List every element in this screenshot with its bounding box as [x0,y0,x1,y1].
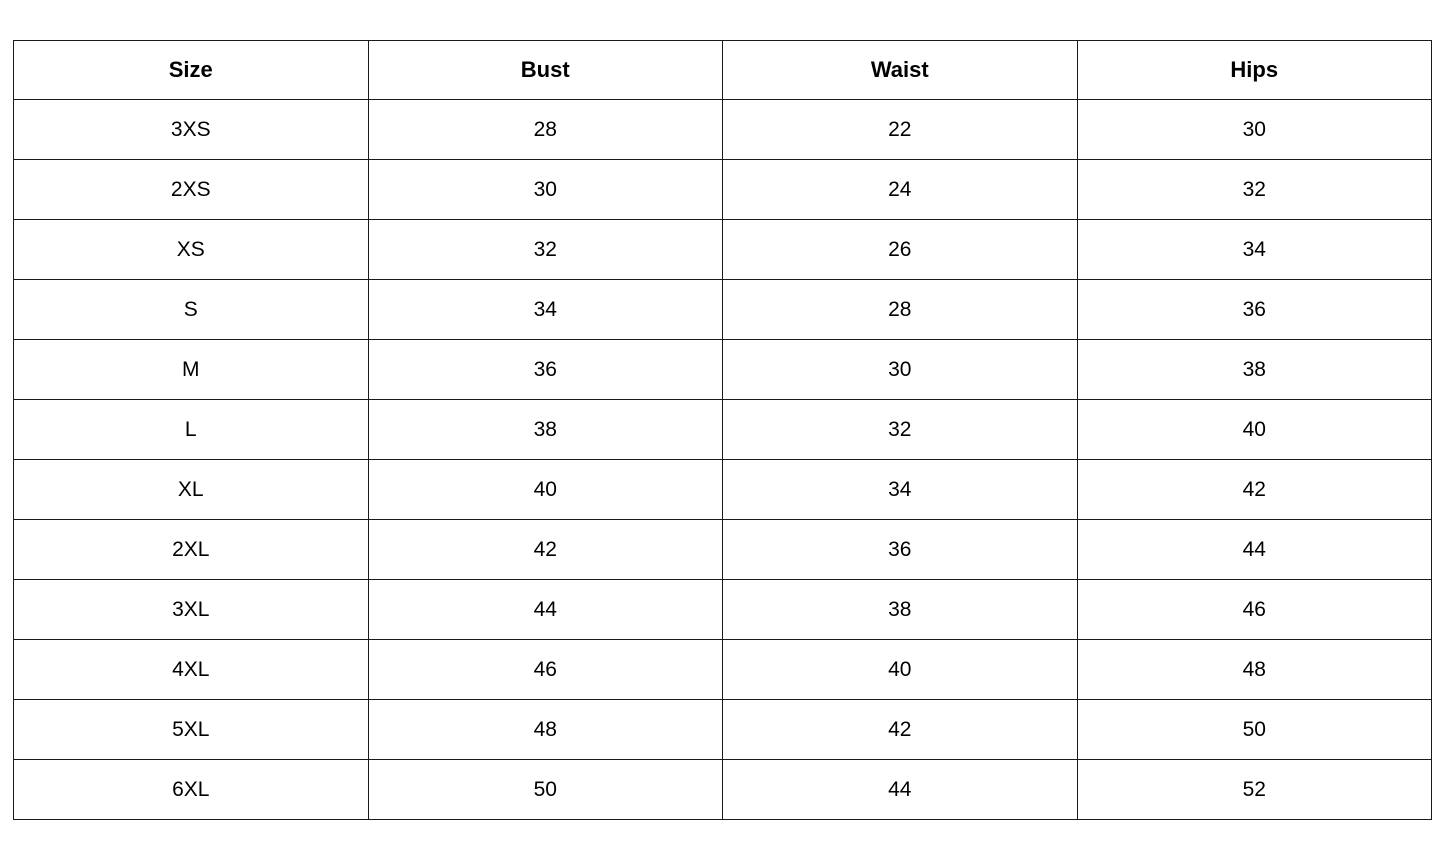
hips-cell: 44 [1077,520,1432,580]
size-cell: M [14,340,369,400]
table-row [14,220,1432,280]
bust-cell: 32 [368,220,723,280]
waist-cell: 38 [723,580,1078,640]
waist-cell: 36 [723,520,1078,580]
bust-cell: 50 [368,760,723,820]
hips-cell: 30 [1077,100,1432,160]
size-cell: L [14,400,369,460]
bust-cell: 34 [368,280,723,340]
size-cell: 5XL [14,700,369,760]
waist-cell: 34 [723,460,1078,520]
waist-cell: 40 [723,640,1078,700]
bust-cell: 30 [368,160,723,220]
size-cell: 2XS [14,160,369,220]
bust-cell: 48 [368,700,723,760]
hips-cell: 48 [1077,640,1432,700]
waist-cell: 26 [723,220,1078,280]
table-row [14,520,1432,580]
table-row [14,280,1432,340]
waist-cell: 32 [723,400,1078,460]
waist-cell: 24 [723,160,1078,220]
waist-cell: 44 [723,760,1078,820]
waist-column-header: Waist [723,41,1078,100]
bust-cell: 38 [368,400,723,460]
table-row [14,460,1432,520]
hips-cell: 52 [1077,760,1432,820]
bust-cell: 28 [368,100,723,160]
bust-cell: 42 [368,520,723,580]
size-cell: 2XL [14,520,369,580]
table-row [14,340,1432,400]
size-cell: 4XL [14,640,369,700]
waist-cell: 28 [723,280,1078,340]
hips-cell: 38 [1077,340,1432,400]
hips-cell: 36 [1077,280,1432,340]
size-cell: S [14,280,369,340]
waist-cell: 30 [723,340,1078,400]
size-column-header: Size [14,41,369,100]
waist-cell: 42 [723,700,1078,760]
table-row [14,100,1432,160]
hips-cell: 32 [1077,160,1432,220]
table-row [14,400,1432,460]
table-row [14,640,1432,700]
size-cell: 6XL [14,760,369,820]
hips-cell: 50 [1077,700,1432,760]
hips-cell: 40 [1077,400,1432,460]
size-cell: 3XS [14,100,369,160]
table-row [14,160,1432,220]
hips-cell: 34 [1077,220,1432,280]
bust-column-header: Bust [368,41,723,100]
size-chart-table [13,40,1432,820]
waist-cell: 22 [723,100,1078,160]
table-row [14,700,1432,760]
bust-cell: 40 [368,460,723,520]
table-row [14,580,1432,640]
bust-cell: 36 [368,340,723,400]
size-cell: XL [14,460,369,520]
hips-column-header: Hips [1077,41,1432,100]
header-row [14,41,1432,100]
size-cell: XS [14,220,369,280]
bust-cell: 44 [368,580,723,640]
bust-cell: 46 [368,640,723,700]
table-row [14,760,1432,820]
size-cell: 3XL [14,580,369,640]
hips-cell: 46 [1077,580,1432,640]
hips-cell: 42 [1077,460,1432,520]
